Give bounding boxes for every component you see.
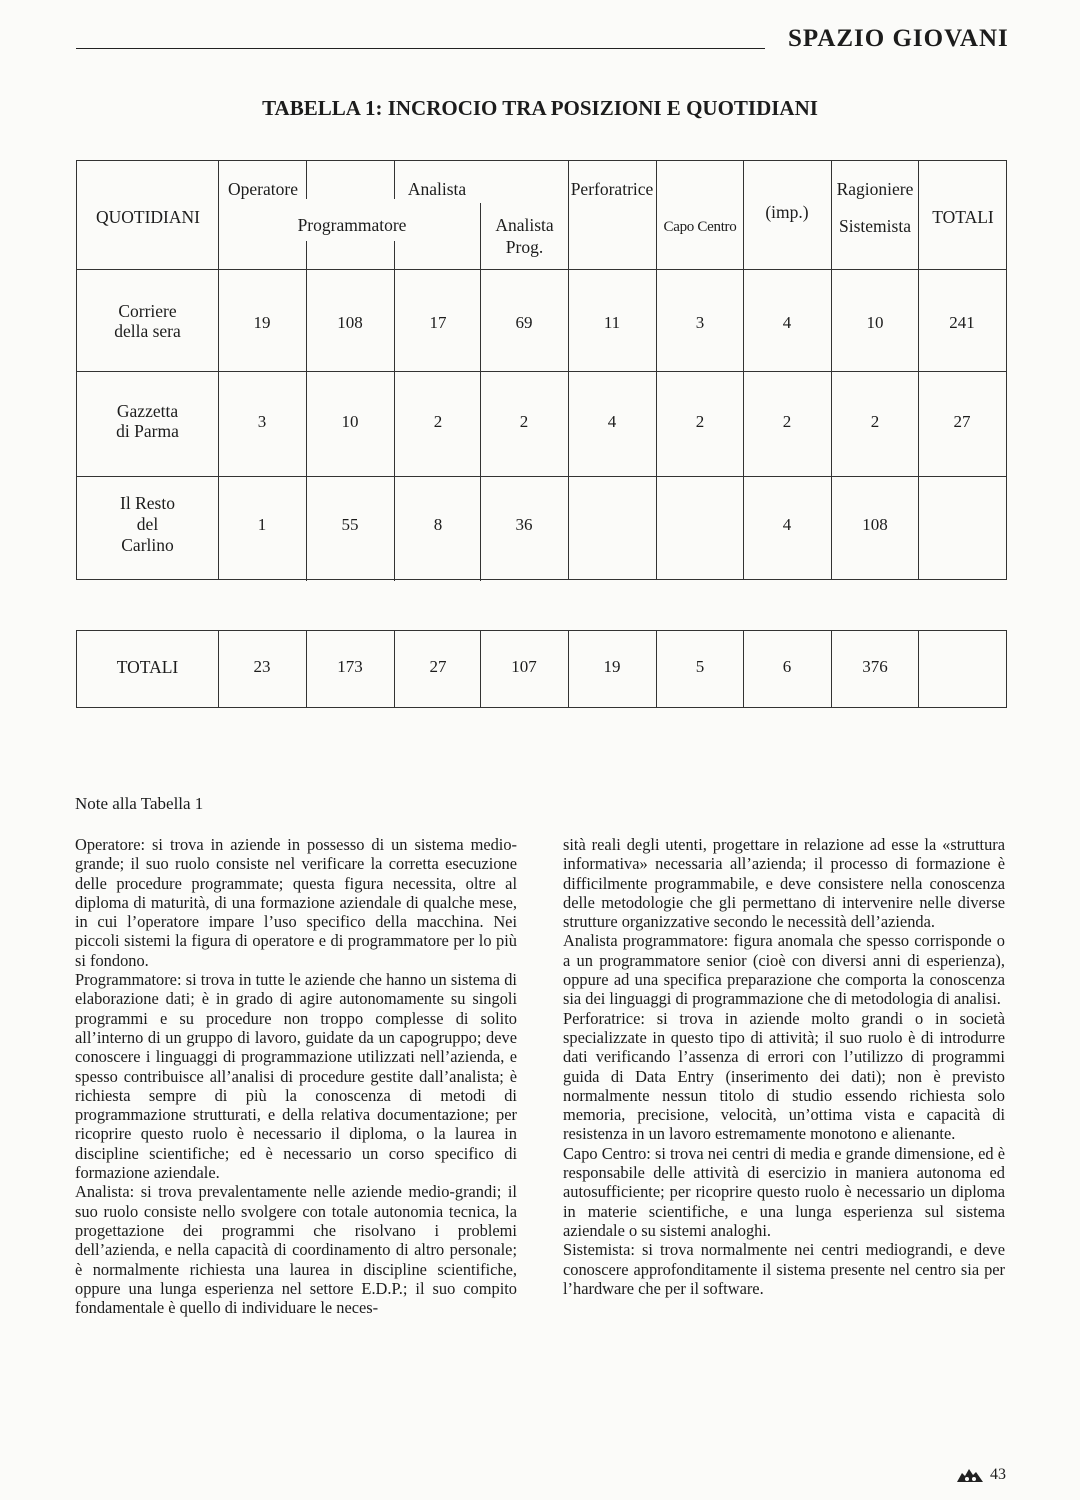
cell: 3 [257, 412, 267, 431]
cell: 2 [870, 412, 880, 431]
header-capo-centro: Capo Centro [663, 219, 737, 235]
totals-label: TOTALI [116, 657, 179, 677]
cell: 4 [782, 515, 792, 534]
row-divider [77, 476, 1006, 477]
header-analista-prog-2: Prog. [505, 237, 544, 257]
cell: 19 [253, 313, 271, 332]
note-paragraph: Capo Centro: si trova nei centri di media e grande dimensione, ed è responsabile delle attività di esercizio in maniera autonoma ed autosufficiente; per ricoprire questo ruolo è necessario un diploma in materie scientifiche, e una lunga esperienza sul sistema aziendale o su sistemi analoghi. [563, 1143, 1005, 1240]
page-number: 43 [990, 1466, 1006, 1483]
cell: 108 [862, 515, 888, 534]
row-label-line: Corriere [118, 301, 177, 321]
row-label [77, 301, 218, 341]
row-label [77, 493, 218, 556]
header-imp: (imp.) [765, 202, 809, 222]
notes-title: Note alla Tabella 1 [75, 794, 204, 813]
cell: 10 [866, 313, 884, 332]
note-paragraph: Perforatrice: si trova in aziende molto grandi o in società specializzate in questo tipo di attività; il suo ruolo è di introdurre dati verificando l’assenza di errori con l’utilizzo di programmi guida di Data Entry (inserimento dei dati); non è previsto normalmente nessun titolo di studio essendo richiesta solo memoria, precisione, velocità, un’ottima vista e capacità di resistenza in un lavoro estremamente monotono e alienante. [563, 1008, 1005, 1144]
cell: 2 [782, 412, 792, 431]
main-table [76, 160, 1007, 580]
total-cell: 376 [862, 657, 888, 676]
row-label-line: Il Resto [120, 493, 175, 513]
total-cell: 5 [695, 657, 705, 676]
cell: 55 [341, 515, 359, 534]
cell: 27 [953, 412, 971, 431]
cell: 241 [949, 313, 975, 332]
note-paragraph: Sistemista: si trova normalmente nei centri mediograndi, e deve conoscere approfonditamente il sistema presente nel centro sia per l’hardware che per il software. [563, 1240, 1005, 1298]
note-paragraph: Operatore: si trova in aziende in possesso di un sistema medio-grande; il suo ruolo consiste nel verificare la corretta esecuzione delle procedure programmate; questa figura necessita, oltre al diploma di maturità, di una formazione aziendale di qualche mese, in cui l’operatore impare l’uso specifico della macchina. Nei piccoli sistemi la figura di operatore e di programmatore per lo più si fondono. [75, 835, 517, 970]
row-divider [77, 269, 1006, 270]
header-rule [76, 48, 765, 49]
header-ragioniere: Ragioniere [836, 179, 914, 199]
cell: 2 [433, 412, 443, 431]
row-label-line: del [136, 514, 159, 534]
cell: 108 [337, 313, 363, 332]
cell: 2 [695, 412, 705, 431]
row-label-line: della sera [114, 321, 181, 341]
notes-column-right [563, 835, 1005, 1298]
row-label-line: Carlino [121, 535, 174, 555]
header-quotidiani: QUOTIDIANI [95, 207, 200, 227]
cell: 11 [603, 313, 621, 332]
total-cell: 19 [603, 657, 621, 676]
cell: 3 [695, 313, 705, 332]
total-cell: 23 [253, 657, 271, 676]
note-paragraph: Programmatore: si trova in tutte le aziende che hanno un sistema di elaborazione dati; è in grado di agire autonomamente su singoli programmi e su procedure non troppo complesse di solito all’interno di un gruppo di lavoro, guidate da un capogruppo; deve conoscere i linguaggi di programmazione utilizzati nell’azienda, e spesso contribuisce all’analisi di procedure gestite dall’analista; è richiesta sempre di più la conoscenza di metodi di programmazione strutturati, e della relativa documentazione; per ricoprire questo ruolo è necessario il diploma, o la laurea in discipline scientifiche; ed è necessario un corso specifico di formazione aziendale. [75, 970, 517, 1183]
header-analista: Analista [407, 179, 467, 199]
row-label-line: di Parma [116, 421, 179, 441]
row-label-line: Gazzetta [116, 401, 179, 421]
total-cell: 107 [511, 657, 537, 676]
cell: 8 [433, 515, 443, 534]
note-paragraph: sità reali degli utenti, progettare in relazione ad esse la «struttura informativa» necessaria all’azienda; il processo di formazione è difficilmente programmabile, e deve consistere nella conoscenza delle metodologie che gli permettano di intervenire nelle diverse strutture organizzative secondo le necessità dell’azienda. [563, 835, 1005, 932]
cell: 4 [782, 313, 792, 332]
totals-table [76, 630, 1007, 708]
header-programmatore: Programmatore [297, 215, 407, 235]
header-tick [394, 241, 395, 269]
header-sistemista: Sistemista [839, 216, 911, 236]
header-tick [480, 203, 481, 269]
cell: 36 [515, 515, 533, 534]
header-perforatrice: Perforatrice [570, 179, 654, 199]
header-tick [306, 161, 307, 199]
cell: 10 [341, 412, 359, 431]
note-paragraph: Analista: si trova prevalentamente nelle aziende medio-grandi; il suo ruolo consiste nello svolgere con totale autonomia tecnica, la progettazione dei programmi che risolvano i problemi dell’azienda, e nella capacità di coordinamento di altro personale; è normalmente richiesta una laurea in discipline scientifiche, oppure una lunga esperienza nel settore E.D.P.; il suo compito fondamentale è quello di individuare le neces- [75, 1182, 517, 1318]
page-footer [956, 1466, 1006, 1484]
cell: 4 [607, 412, 617, 431]
total-cell: 27 [429, 657, 447, 676]
column-divider [568, 161, 569, 579]
header-tick [306, 241, 307, 269]
total-cell: 6 [782, 657, 792, 676]
cell: 17 [429, 313, 447, 332]
header-operatore: Operatore [228, 179, 298, 199]
note-paragraph: Analista programmatore: figura anomala che spesso corrisponde o a un programmatore senior (cioè con diversi anni di esperienza), oppure ad una specifica preparazione che comporta la conoscenza sia dei linguaggi di programmazione che di metodologia di analisi. [563, 931, 1005, 1009]
table-title: TABELLA 1: INCROCIO TRA POSIZIONI E QUOTIDIANI [262, 96, 818, 120]
section-title: SPAZIO GIOVANI [788, 25, 1009, 52]
row-label [77, 401, 218, 441]
cell: 2 [519, 412, 529, 431]
header-totali: TOTALI [932, 207, 994, 227]
cell: 1 [257, 515, 267, 534]
publisher-logo-icon [956, 1467, 984, 1483]
total-cell: 173 [337, 657, 363, 676]
row-divider [77, 371, 1006, 372]
notes-column-left [75, 835, 517, 1317]
cell: 69 [515, 313, 533, 332]
header-analista-prog: Analista [495, 215, 554, 235]
